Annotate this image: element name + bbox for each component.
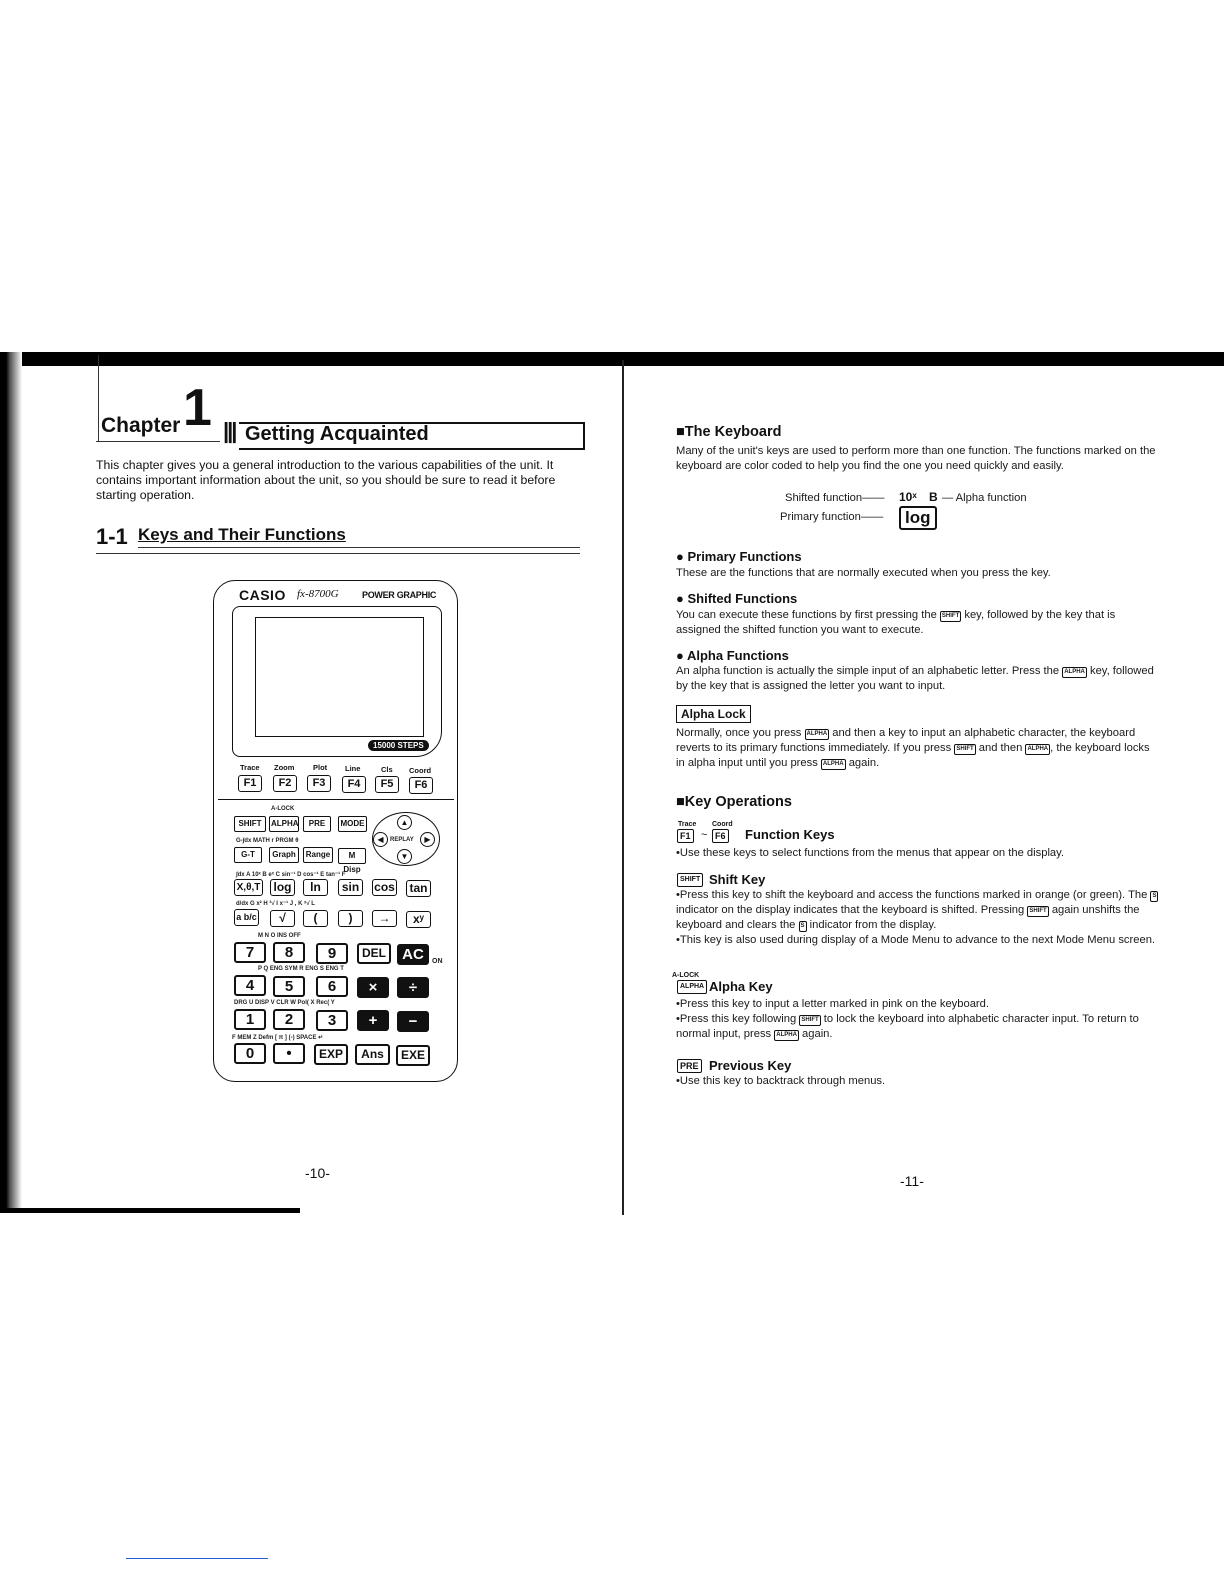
diagram-log-key: log (899, 506, 937, 530)
fkey-label: Cls (381, 765, 393, 774)
fraction-key[interactable]: a b/c (234, 909, 259, 926)
f4-key[interactable]: F4 (342, 776, 366, 793)
fkey-label: Zoom (274, 763, 295, 772)
previous-key-text: •Use this key to backtrack through menus. (676, 1075, 886, 1087)
alpha-key-icon: ALPHA (677, 980, 707, 994)
shift-key-icon: SHIFT (799, 1015, 820, 1026)
left-arrow-icon[interactable]: ◀ (373, 832, 388, 847)
minus-key[interactable]: − (397, 1011, 429, 1032)
digit-5-key[interactable]: 5 (273, 976, 305, 997)
page-number-left: -10- (305, 1165, 330, 1181)
up-arrow-icon[interactable]: ▲ (397, 815, 412, 830)
xthetat-key[interactable]: X,θ,T (234, 879, 263, 896)
keyboard-text: Many of the unit's keys are used to perform more than one function. The functions marked on the keyboard are color coded to help you find the one you need quickly and easily. (676, 445, 1156, 473)
digit-6-key[interactable]: 6 (316, 976, 348, 997)
keyboard-divider (218, 799, 454, 800)
shifted-functions-text: You can execute these functions by first pressing the SHIFT key, followed by the key that is assigned the shifted function you want to execute. (676, 609, 1116, 637)
key-operations-heading: ■Key Operations (676, 794, 792, 810)
pre-key-icon: PRE (677, 1059, 702, 1073)
shift-key-icon: SHIFT (1027, 906, 1048, 917)
down-arrow-icon[interactable]: ▼ (397, 849, 412, 864)
diagram-shifted-symbol: 10ˣ (899, 490, 917, 504)
sqrt-key[interactable]: √ (270, 910, 295, 927)
diagram-alpha-label: — Alpha function (942, 492, 1027, 504)
gt-key[interactable]: G-T (234, 847, 262, 863)
digit-8-key[interactable]: 8 (273, 942, 305, 963)
f2-key[interactable]: F2 (273, 775, 297, 792)
power-key[interactable]: xʸ (406, 911, 431, 928)
f1-key-icon: F1 (677, 829, 694, 843)
chapter-number: 1 (183, 379, 212, 437)
alpha-key-icon: ALPHA (821, 759, 846, 770)
alpha-functions-text: An alpha function is actually the simple input of an alphabetic letter. Press the ALPHA key, followed by the key that is assigned the letter you want to input. (676, 665, 1154, 693)
right-arrow-icon[interactable]: ▶ (420, 832, 435, 847)
digit-3-key[interactable]: 3 (316, 1010, 348, 1031)
keyboard-heading: ■The Keyboard (676, 424, 782, 440)
log-key[interactable]: log (270, 879, 295, 896)
diagram-primary-label: Primary function—— (780, 511, 884, 523)
calculator-screen (255, 617, 424, 737)
alpha-functions-heading: ● Alpha Functions (676, 648, 789, 663)
section-number: 1-1 (96, 524, 128, 549)
page-bottom-edge (0, 1208, 300, 1213)
ac-key[interactable]: AC (397, 944, 429, 965)
previous-key-title: Previous Key (709, 1058, 792, 1073)
plus-key[interactable]: + (357, 1010, 389, 1031)
fkey-label: Plot (313, 763, 328, 772)
graph-key[interactable]: Graph (269, 847, 299, 863)
fkey-tilde: ~ (701, 829, 708, 841)
shift-key-title: Shift Key (709, 872, 766, 887)
digit-9-key[interactable]: 9 (316, 943, 348, 964)
chapter-label: Chapter (101, 414, 181, 437)
tan-key[interactable]: tan (406, 880, 431, 897)
alpha-key-icon: ALPHA (1025, 744, 1050, 755)
close-paren-key[interactable]: ) (338, 910, 363, 927)
page-left-edge (0, 352, 22, 1212)
shift-key-bullet-1: •Press this key to shift the keyboard and access the functions marked in orange (or green). The S indicator on the display indicates that the keyboard is shifted. Pressing SHIFT again unshifts the keyboard and clears the S indicator from the display. (676, 889, 1157, 932)
chapter-title-box (239, 422, 585, 450)
shift-key-icon: SHIFT (677, 873, 703, 887)
f3-key[interactable]: F3 (307, 775, 331, 792)
cos-key[interactable]: cos (372, 879, 397, 896)
alpha-key-bullet-1: •Press this key to input a letter marked in pink on the keyboard. (676, 998, 989, 1010)
shift-key-bullet-2: •This key is also used during display of a Mode Menu to advance to the next Mode Menu screen. (676, 934, 1156, 946)
primary-functions-heading: ● Primary Functions (676, 549, 802, 564)
pre-key[interactable]: PRE (303, 816, 331, 832)
mdisp-key[interactable]: M Disp (338, 848, 366, 864)
s-indicator-icon: S (1150, 891, 1158, 902)
chapter-intro: This chapter gives you a general introduction to the various capabilities of the unit. It contains important information about the unit, so you should be sure to read it before starting operation. (96, 458, 556, 502)
steps-badge: 15000 STEPS (368, 740, 429, 751)
alpha-key[interactable]: ALPHA (269, 816, 299, 832)
chapter-bars-icon: ||| (223, 418, 236, 443)
page-number-right: -11- (900, 1173, 924, 1189)
alpha-lock-label: A-LOCK (271, 806, 295, 812)
diagram-shifted-label: Shifted function—— (785, 492, 885, 504)
section-title: Keys and Their Functions (138, 525, 346, 544)
row2-labels: G-∫dx MATH r PRGM θ (236, 838, 299, 844)
calculator-brand: CASIO (239, 587, 286, 603)
store-arrow-key[interactable]: → (372, 910, 397, 927)
ln-key[interactable]: ln (303, 879, 328, 896)
shift-key[interactable]: SHIFT (234, 816, 266, 832)
decimal-point-key[interactable]: • (273, 1043, 305, 1064)
alpha-lock-heading: Alpha Lock (676, 705, 751, 723)
alpha-key-title: Alpha Key (709, 979, 773, 994)
diagram-alpha-letter: B (929, 490, 938, 504)
function-keys-title: Function Keys (745, 827, 835, 842)
shift-key-icon: SHIFT (940, 611, 961, 622)
page-gutter-divider (622, 360, 624, 1215)
alpha-key-bullet-2: •Press this key following SHIFT to lock the keyboard into alphabetic character input. To return to normal input, press ALPHA again. (676, 1013, 1139, 1041)
row7-labels: DRG U DISP V CLR W Pol( X Rec( Y (234, 1000, 335, 1006)
fkey-label: Trace (240, 763, 260, 772)
divide-key[interactable]: ÷ (397, 977, 429, 998)
alpha-lock-label: A-LOCK (672, 972, 700, 979)
section-rule (138, 547, 580, 548)
digit-2-key[interactable]: 2 (273, 1009, 305, 1030)
digit-1-key[interactable]: 1 (234, 1009, 266, 1030)
fkey-trace-label: Trace (678, 821, 697, 828)
mode-key[interactable]: MODE (338, 816, 367, 832)
chapter-title: Getting Acquainted (245, 423, 429, 445)
section-rule-lower (96, 553, 580, 554)
calculator-subtitle: POWER GRAPHIC (362, 590, 437, 600)
digit-4-key[interactable]: 4 (234, 975, 266, 996)
digit-7-key[interactable]: 7 (234, 942, 266, 963)
digit-0-key[interactable]: 0 (234, 1043, 266, 1064)
exe-key[interactable]: EXE (396, 1045, 430, 1066)
footer-line (126, 1558, 268, 1559)
alpha-lock-text: Normally, once you press ALPHA and then a key to input an alphabetic character, the keyboard reverts to its primary functions immediately. If you press SHIFT and then ALPHA , the keyboard locks in alpha input until you press ALPHA again. (676, 727, 1150, 770)
exp-key[interactable]: EXP (314, 1044, 348, 1065)
range-key[interactable]: Range (303, 847, 333, 863)
shift-key-icon: SHIFT (954, 744, 975, 755)
row6-labels: P Q ENG SYM R ENG S ENG T (258, 966, 344, 972)
fkey-label: Line (345, 764, 361, 773)
alpha-key-icon: ALPHA (774, 1030, 799, 1041)
del-key[interactable]: DEL (357, 943, 391, 964)
row3-labels: ∫dx A 10ˣ B eˣ C sin⁻¹ D cos⁻¹ E tan⁻¹ F (236, 872, 346, 878)
f6-key-icon: F6 (712, 829, 729, 843)
primary-functions-text: These are the functions that are normally executed when you press the key. (676, 567, 1051, 579)
replay-label: REPLAY (390, 837, 414, 843)
fkey-label: Coord (409, 766, 432, 775)
ans-key[interactable]: Ans (355, 1044, 390, 1065)
f5-key[interactable]: F5 (375, 776, 399, 793)
row5-labels: M N O INS OFF (258, 933, 301, 939)
f6-key[interactable]: F6 (409, 777, 433, 794)
chapter-rule (96, 441, 220, 442)
sin-key[interactable]: sin (338, 879, 363, 896)
fkey-coord-label: Coord (712, 821, 733, 828)
alpha-key-icon: ALPHA (1062, 667, 1087, 678)
row4-labels: d/dx G x² H ³√ I x⁻¹ J , K ˣ√ L (236, 901, 315, 907)
calculator-model: fx-8700G (297, 588, 339, 600)
s-indicator-icon: S (799, 921, 807, 932)
function-keys-text: •Use these keys to select functions from the menus that appear on the display. (676, 847, 1065, 859)
alpha-key-icon: ALPHA (805, 729, 830, 740)
f1-key[interactable]: F1 (238, 775, 262, 792)
shifted-functions-heading: ● Shifted Functions (676, 591, 798, 606)
on-label: ON (432, 958, 443, 965)
row8-labels: F MEM Z Defm [ π ] (-) SPACE ↵ (232, 1035, 324, 1041)
open-paren-key[interactable]: ( (303, 910, 328, 927)
multiply-key[interactable]: × (357, 977, 389, 998)
